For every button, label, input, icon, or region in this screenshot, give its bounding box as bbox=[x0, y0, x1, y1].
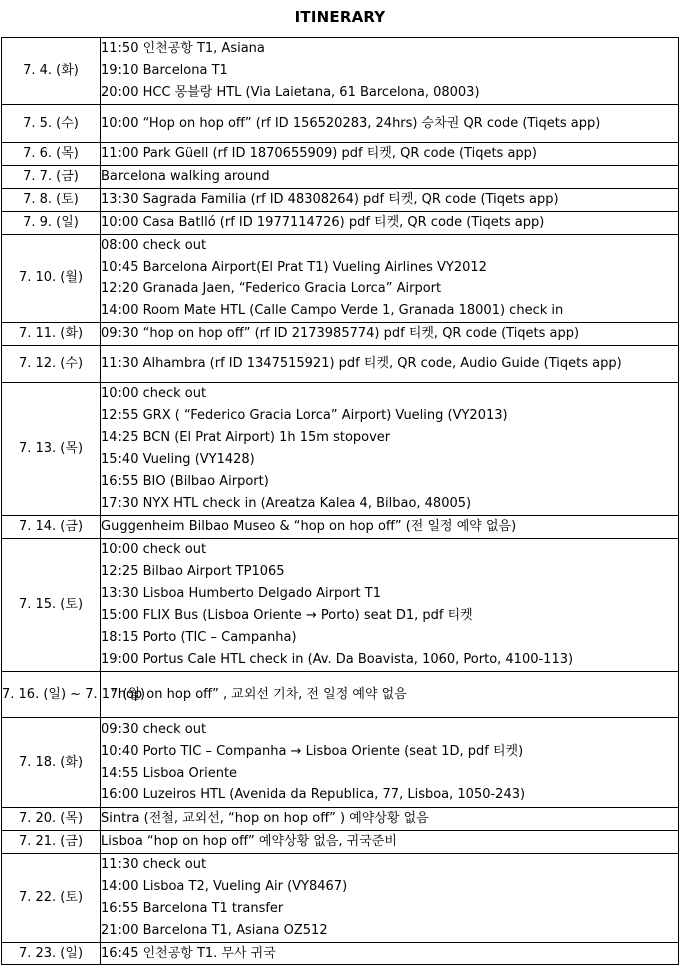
plan-line: 14:00 Room Mate HTL (Calle Campo Verde 1, Granada 18001) check in bbox=[101, 303, 564, 319]
plan-line: 14:55 Lisboa Oriente bbox=[101, 765, 238, 781]
plan-line: 09:30 “hop on hop off” (rf ID 2173985774) pdf 티켓, QR code (Tiqets app) bbox=[101, 326, 580, 342]
plan-cell bbox=[101, 942, 679, 965]
itinerary-row bbox=[2, 942, 679, 965]
plan-line: 16:45 인천공항 T1. 무사 귀국 bbox=[101, 945, 276, 961]
plan-line: 19:10 Barcelona T1 bbox=[101, 63, 228, 79]
plan-line: Lisboa “hop on hop off” 예약상황 없음, 귀국준비 bbox=[101, 833, 397, 849]
date-cell: 7. 5. (수) bbox=[2, 105, 101, 143]
date-cell: 7. 6. (목) bbox=[2, 143, 101, 166]
plan-line: 11:30 Alhambra (rf ID 1347515921) pdf 티켓, QR code, Audio Guide (Tiqets app) bbox=[101, 356, 622, 372]
plan-line: 10:00 Casa Batlló (rf ID 1977114726) pdf 티켓, QR code (Tiqets app) bbox=[101, 214, 545, 230]
date-cell: 7. 10. (월) bbox=[2, 234, 101, 323]
date-cell: 7. 22. (토) bbox=[2, 853, 101, 942]
plan-cell bbox=[101, 143, 679, 166]
date-cell: 7. 16. (일) ~ 7. 17 (월) bbox=[2, 672, 101, 718]
date-cell: 7. 13. (목) bbox=[2, 383, 101, 516]
itinerary-row bbox=[2, 38, 679, 105]
plan-line: Barcelona walking around bbox=[101, 168, 270, 184]
plan-line: 20:00 HCC 몽블랑 HTL (Via Laietana, 61 Barcelona, 08003) bbox=[101, 84, 480, 100]
plan-line: Sintra (전철, 교외선, “hop on hop off” ) 예약상황 없음 bbox=[101, 811, 429, 827]
itinerary-title: ITINERARY bbox=[294, 8, 386, 26]
plan-line: 15:40 Vueling (VY1428) bbox=[101, 452, 255, 468]
plan-line: “hop on hop off” , 교외선 기차, 전 일정 예약 없음 bbox=[111, 686, 407, 702]
itinerary-table bbox=[1, 37, 679, 965]
plan-line: 21:00 Barcelona T1, Asiana OZ512 bbox=[101, 922, 328, 938]
plan-line: 14:25 BCN (El Prat Airport) 1h 15m stopover bbox=[101, 430, 391, 446]
itinerary-row bbox=[2, 516, 679, 539]
itinerary-row bbox=[2, 105, 679, 143]
plan-line: 10:00 check out bbox=[101, 386, 207, 402]
date-cell: 7. 12. (수) bbox=[2, 346, 101, 383]
plan-line: 16:55 Barcelona T1 transfer bbox=[101, 900, 284, 916]
itinerary-row bbox=[2, 188, 679, 211]
plan-line: 14:00 Lisboa T2, Vueling Air (VY8467) bbox=[101, 878, 348, 894]
plan-line: 09:30 check out bbox=[101, 721, 207, 737]
date-cell: 7. 21. (금) bbox=[2, 830, 101, 853]
plan-line: 16:55 BIO (Bilbao Airport) bbox=[101, 474, 269, 490]
plan-line: 10:40 Porto TIC – Companha → Lisboa Oriente (seat 1D, pdf 티켓) bbox=[101, 743, 524, 759]
plan-cell bbox=[101, 718, 679, 808]
date-cell: 7. 4. (화) bbox=[2, 38, 101, 105]
itinerary-body bbox=[2, 38, 679, 965]
date-cell: 7. 14. (금) bbox=[2, 516, 101, 539]
plan-cell bbox=[101, 234, 679, 323]
itinerary-row bbox=[2, 830, 679, 853]
plan-cell bbox=[101, 165, 679, 188]
itinerary-row bbox=[2, 853, 679, 942]
plan-cell bbox=[101, 105, 679, 143]
itinerary-row bbox=[2, 808, 679, 831]
itinerary-row bbox=[2, 346, 679, 383]
itinerary-row bbox=[2, 165, 679, 188]
date-cell: 7. 9. (일) bbox=[2, 211, 101, 234]
plan-line: 10:00 check out bbox=[101, 542, 207, 558]
itinerary-row bbox=[2, 323, 679, 346]
plan-cell bbox=[101, 539, 679, 672]
plan-cell bbox=[101, 830, 679, 853]
plan-line: 12:20 Granada Jaen, “Federico Gracia Lorca” Airport bbox=[101, 281, 442, 297]
plan-line: 12:55 GRX ( “Federico Gracia Lorca” Airport) Vueling (VY2013) bbox=[101, 408, 508, 424]
plan-line: 10:00 “Hop on hop off” (rf ID 156520283, 24hrs) 승차권 QR code (Tiqets app) bbox=[101, 115, 601, 131]
plan-cell bbox=[101, 323, 679, 346]
plan-line: 11:50 인천공항 T1, Asiana bbox=[101, 41, 265, 57]
itinerary-row bbox=[2, 383, 679, 516]
plan-line: 11:00 Park Güell (rf ID 1870655909) pdf 티켓, QR code (Tiqets app) bbox=[101, 146, 537, 161]
itinerary-row bbox=[2, 539, 679, 672]
date-cell: 7. 8. (토) bbox=[2, 188, 101, 211]
plan-line: 18:15 Porto (TIC – Campanha) bbox=[101, 629, 297, 645]
plan-line: 19:00 Portus Cale HTL check in (Av. Da Boavista, 1060, Porto, 4100-113) bbox=[101, 651, 574, 667]
plan-cell bbox=[101, 672, 679, 718]
plan-cell bbox=[101, 188, 679, 211]
date-cell: 7. 23. (일) bbox=[2, 942, 101, 965]
plan-cell bbox=[101, 211, 679, 234]
plan-line: 15:00 FLIX Bus (Lisboa Oriente → Porto) seat D1, pdf 티켓 bbox=[101, 608, 473, 624]
itinerary-row bbox=[2, 234, 679, 323]
plan-cell bbox=[101, 516, 679, 539]
plan-cell bbox=[101, 38, 679, 105]
plan-line: 17:30 NYX HTL check in (Areatza Kalea 4, Bilbao, 48005) bbox=[101, 495, 472, 511]
date-cell: 7. 15. (토) bbox=[2, 539, 101, 672]
plan-line: 11:30 check out bbox=[101, 856, 207, 872]
plan-cell bbox=[101, 853, 679, 942]
date-cell: 7. 20. (목) bbox=[2, 808, 101, 831]
itinerary-row bbox=[2, 718, 679, 808]
plan-line: 10:45 Barcelona Airport(El Prat T1) Vueling Airlines VY2012 bbox=[101, 259, 487, 275]
date-cell: 7. 18. (화) bbox=[2, 718, 101, 808]
plan-line: 13:30 Lisboa Humberto Delgado Airport T1 bbox=[101, 586, 382, 602]
plan-cell bbox=[101, 383, 679, 516]
itinerary-row bbox=[2, 143, 679, 166]
itinerary-row bbox=[2, 211, 679, 234]
plan-cell bbox=[101, 346, 679, 383]
plan-line: 08:00 check out bbox=[101, 237, 207, 253]
plan-cell bbox=[101, 808, 679, 831]
date-cell: 7. 11. (화) bbox=[2, 323, 101, 346]
itinerary-row bbox=[2, 672, 679, 718]
plan-line: 16:00 Luzeiros HTL (Avenida da Republica, 77, Lisboa, 1050-243) bbox=[101, 787, 526, 803]
plan-line: Guggenheim Bilbao Museo & “hop on hop off” (전 일정 예약 없음) bbox=[101, 519, 517, 535]
date-cell: 7. 7. (금) bbox=[2, 165, 101, 188]
plan-line: 12:25 Bilbao Airport TP1065 bbox=[101, 564, 285, 580]
plan-line: 13:30 Sagrada Familia (rf ID 48308264) pdf 티켓, QR code (Tiqets app) bbox=[101, 191, 559, 207]
